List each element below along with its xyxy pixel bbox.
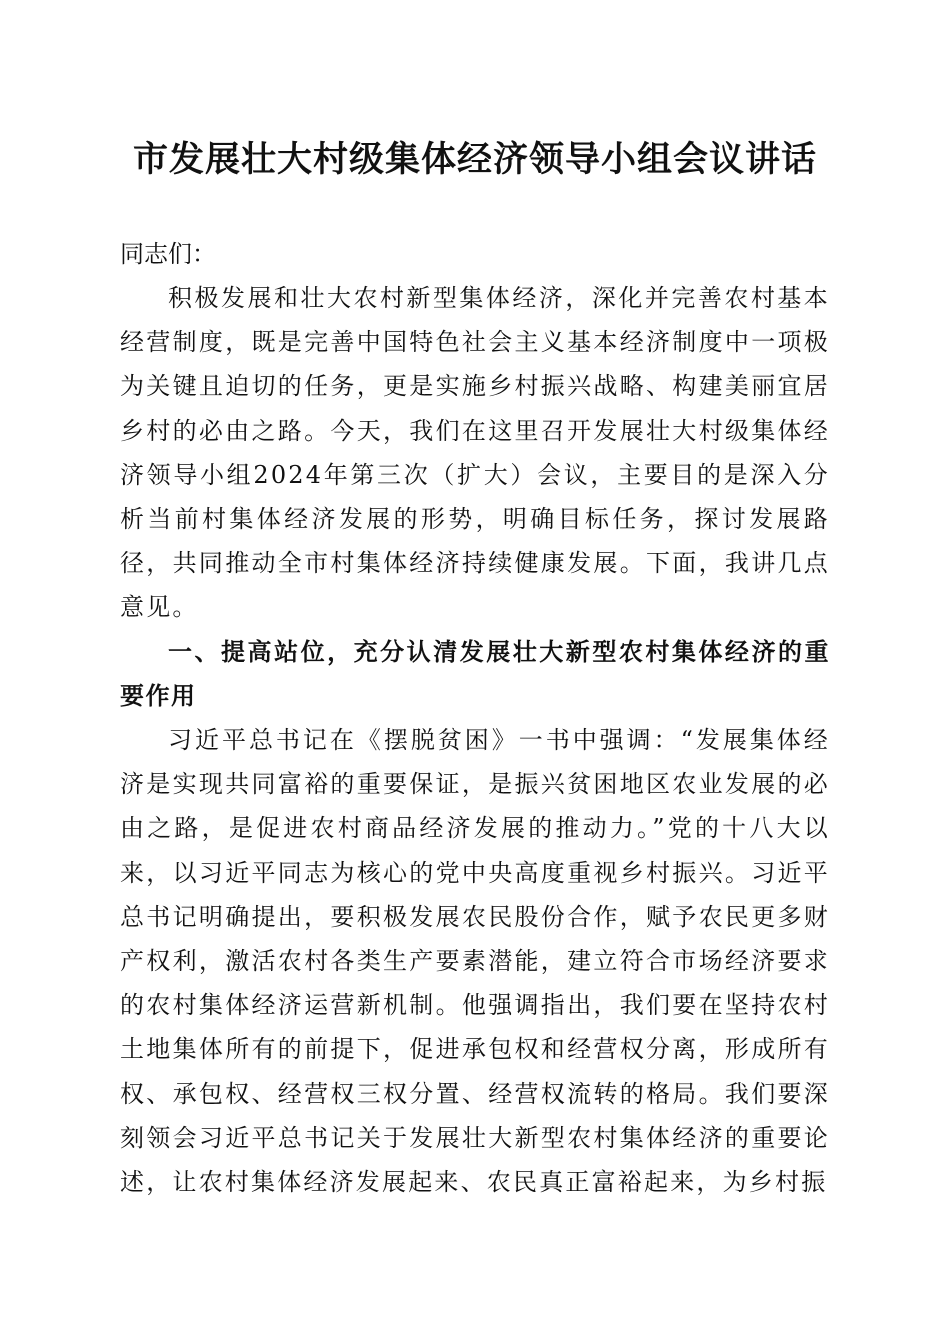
greeting: 同志们：	[120, 240, 216, 268]
intro-paragraph: 积极发展和壮大农村新型集体经济，深化并完善农村基本经营制度，既是完善中国特色社会主义基本经济制度中一项极为关键且迫切的任务，更是实施乡村振兴战略、构建美丽宜居乡村的必由之路。今天，我们在这里召开发展壮大村级集体经济领导小组2024年第三次（扩大）会议，主要目的是深入分析当前村集体经济发展的形势，明确目标任务，探讨发展路径，共同推动全市村集体经济持续健康发展。下面，我讲几点意见。	[120, 284, 830, 622]
section-paragraph: 习近平总书记在《摆脱贫困》一书中强调：“发展集体经济是实现共同富裕的重要保证，是振兴贫困地区农业发展的必由之路，是促进农村商品经济发展的推动力。”党的十八大以来，以习近平同志为核心的党中央高度重视乡村振兴。习近平总书记明确提出，要积极发展农民股份合作，赋予农民更多财产权利，激活农村各类生产要素潜能，建立符合市场经济要求的农村集体经济运营新机制。他强调指出，我们要在坚持农村土地集体所有的前提下，促进承包权和经营权分离，形成所有权、承包权、经营权三权分置、经营权流转的格局。我们要深刻领会习近平总书记关于发展壮大新型农村集体经济的重要论述，让农村集体经济发展起来、农民真正富裕起来，为乡村振	[120, 726, 830, 1197]
document-title: 市发展壮大村级集体经济领导小组会议讲话	[132, 139, 817, 180]
section-heading: 一、提高站位，充分认清发展壮大新型农村集体经济的重要作用	[120, 637, 830, 710]
document-body	[120, 232, 830, 1204]
